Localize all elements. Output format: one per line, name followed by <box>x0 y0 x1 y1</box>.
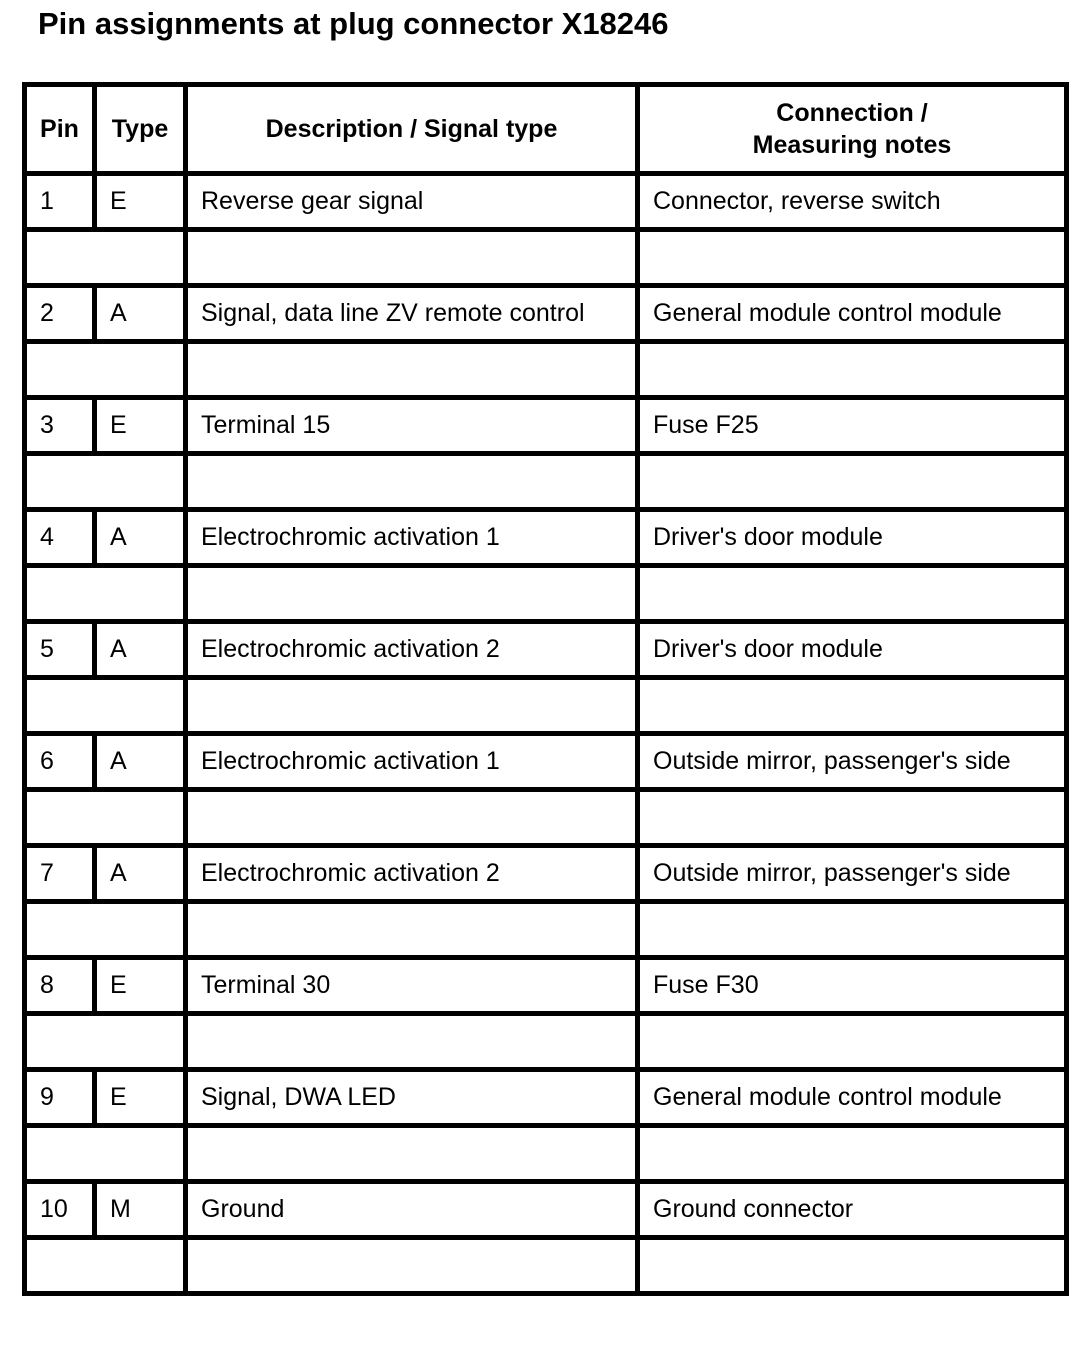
cell-pin: 2 <box>25 286 95 342</box>
spacer-cell <box>186 790 638 846</box>
cell-pin: 7 <box>25 846 95 902</box>
cell-description: Terminal 15 <box>186 398 638 454</box>
cell-connection: Outside mirror, passenger's side <box>638 734 1067 790</box>
table-row <box>25 958 1067 1014</box>
spacer-cell <box>25 790 186 846</box>
cell-description: Reverse gear signal <box>186 174 638 230</box>
table-row <box>25 398 1067 454</box>
cell-description: Electrochromic activation 1 <box>186 734 638 790</box>
table-spacer-row <box>25 790 1067 846</box>
spacer-cell <box>186 342 638 398</box>
header-description: Description / Signal type <box>186 85 638 174</box>
cell-pin: 5 <box>25 622 95 678</box>
cell-connection: General module control module <box>638 1070 1067 1126</box>
spacer-cell <box>638 1126 1067 1182</box>
cell-pin: 4 <box>25 510 95 566</box>
table-row <box>25 622 1067 678</box>
cell-pin: 3 <box>25 398 95 454</box>
table-spacer-row <box>25 1126 1067 1182</box>
spacer-cell <box>638 1238 1067 1294</box>
page-title: Pin assignments at plug connector X18246 <box>38 6 669 41</box>
spacer-cell <box>186 1014 638 1070</box>
spacer-cell <box>186 566 638 622</box>
spacer-cell <box>638 790 1067 846</box>
table-row <box>25 286 1067 342</box>
header-type: Type <box>95 85 186 174</box>
header-connection-line1: Connection / <box>776 99 928 127</box>
table-spacer-row <box>25 230 1067 286</box>
table-header-row <box>25 85 1067 174</box>
cell-description: Electrochromic activation 2 <box>186 846 638 902</box>
spacer-cell <box>186 1238 638 1294</box>
cell-connection: Ground connector <box>638 1182 1067 1238</box>
cell-pin: 8 <box>25 958 95 1014</box>
cell-connection: Driver's door module <box>638 510 1067 566</box>
table-row <box>25 1182 1067 1238</box>
spacer-cell <box>186 230 638 286</box>
spacer-cell <box>25 678 186 734</box>
cell-type: E <box>95 398 186 454</box>
cell-type: A <box>95 622 186 678</box>
cell-connection: Fuse F30 <box>638 958 1067 1014</box>
spacer-cell <box>25 902 186 958</box>
table-spacer-row <box>25 1238 1067 1294</box>
cell-description: Terminal 30 <box>186 958 638 1014</box>
cell-pin: 9 <box>25 1070 95 1126</box>
spacer-cell <box>638 566 1067 622</box>
spacer-cell <box>186 678 638 734</box>
spacer-cell <box>186 454 638 510</box>
table-spacer-row <box>25 902 1067 958</box>
spacer-cell <box>638 342 1067 398</box>
cell-type: A <box>95 846 186 902</box>
spacer-cell <box>638 454 1067 510</box>
cell-type: A <box>95 286 186 342</box>
spacer-cell <box>25 1126 186 1182</box>
spacer-cell <box>638 1014 1067 1070</box>
cell-connection: Outside mirror, passenger's side <box>638 846 1067 902</box>
spacer-cell <box>638 902 1067 958</box>
table-row <box>25 510 1067 566</box>
header-connection <box>638 85 1067 174</box>
spacer-cell <box>186 1126 638 1182</box>
cell-type: E <box>95 1070 186 1126</box>
pin-assignment-table <box>22 82 1069 1296</box>
spacer-cell <box>186 902 638 958</box>
spacer-cell <box>25 454 186 510</box>
cell-pin: 1 <box>25 174 95 230</box>
spacer-cell <box>25 342 186 398</box>
cell-description: Signal, DWA LED <box>186 1070 638 1126</box>
cell-type: E <box>95 958 186 1014</box>
cell-connection: Driver's door module <box>638 622 1067 678</box>
cell-type: M <box>95 1182 186 1238</box>
spacer-cell <box>25 1238 186 1294</box>
table-row <box>25 174 1067 230</box>
table-spacer-row <box>25 342 1067 398</box>
cell-type: A <box>95 734 186 790</box>
cell-description: Electrochromic activation 1 <box>186 510 638 566</box>
header-connection-line2: Measuring notes <box>752 131 952 159</box>
cell-type: A <box>95 510 186 566</box>
spacer-cell <box>638 230 1067 286</box>
cell-description: Electrochromic activation 2 <box>186 622 638 678</box>
spacer-cell <box>25 1014 186 1070</box>
cell-connection: General module control module <box>638 286 1067 342</box>
table-row <box>25 1070 1067 1126</box>
table-spacer-row <box>25 566 1067 622</box>
cell-connection: Fuse F25 <box>638 398 1067 454</box>
table-row <box>25 846 1067 902</box>
cell-connection: Connector, reverse switch <box>638 174 1067 230</box>
cell-pin: 6 <box>25 734 95 790</box>
cell-type: E <box>95 174 186 230</box>
cell-pin: 10 <box>25 1182 95 1238</box>
table-row <box>25 734 1067 790</box>
table-spacer-row <box>25 454 1067 510</box>
header-pin: Pin <box>25 85 95 174</box>
spacer-cell <box>638 678 1067 734</box>
spacer-cell <box>25 566 186 622</box>
spacer-cell <box>25 230 186 286</box>
cell-description: Ground <box>186 1182 638 1238</box>
cell-description: Signal, data line ZV remote control <box>186 286 638 342</box>
table-spacer-row <box>25 678 1067 734</box>
table-spacer-row <box>25 1014 1067 1070</box>
